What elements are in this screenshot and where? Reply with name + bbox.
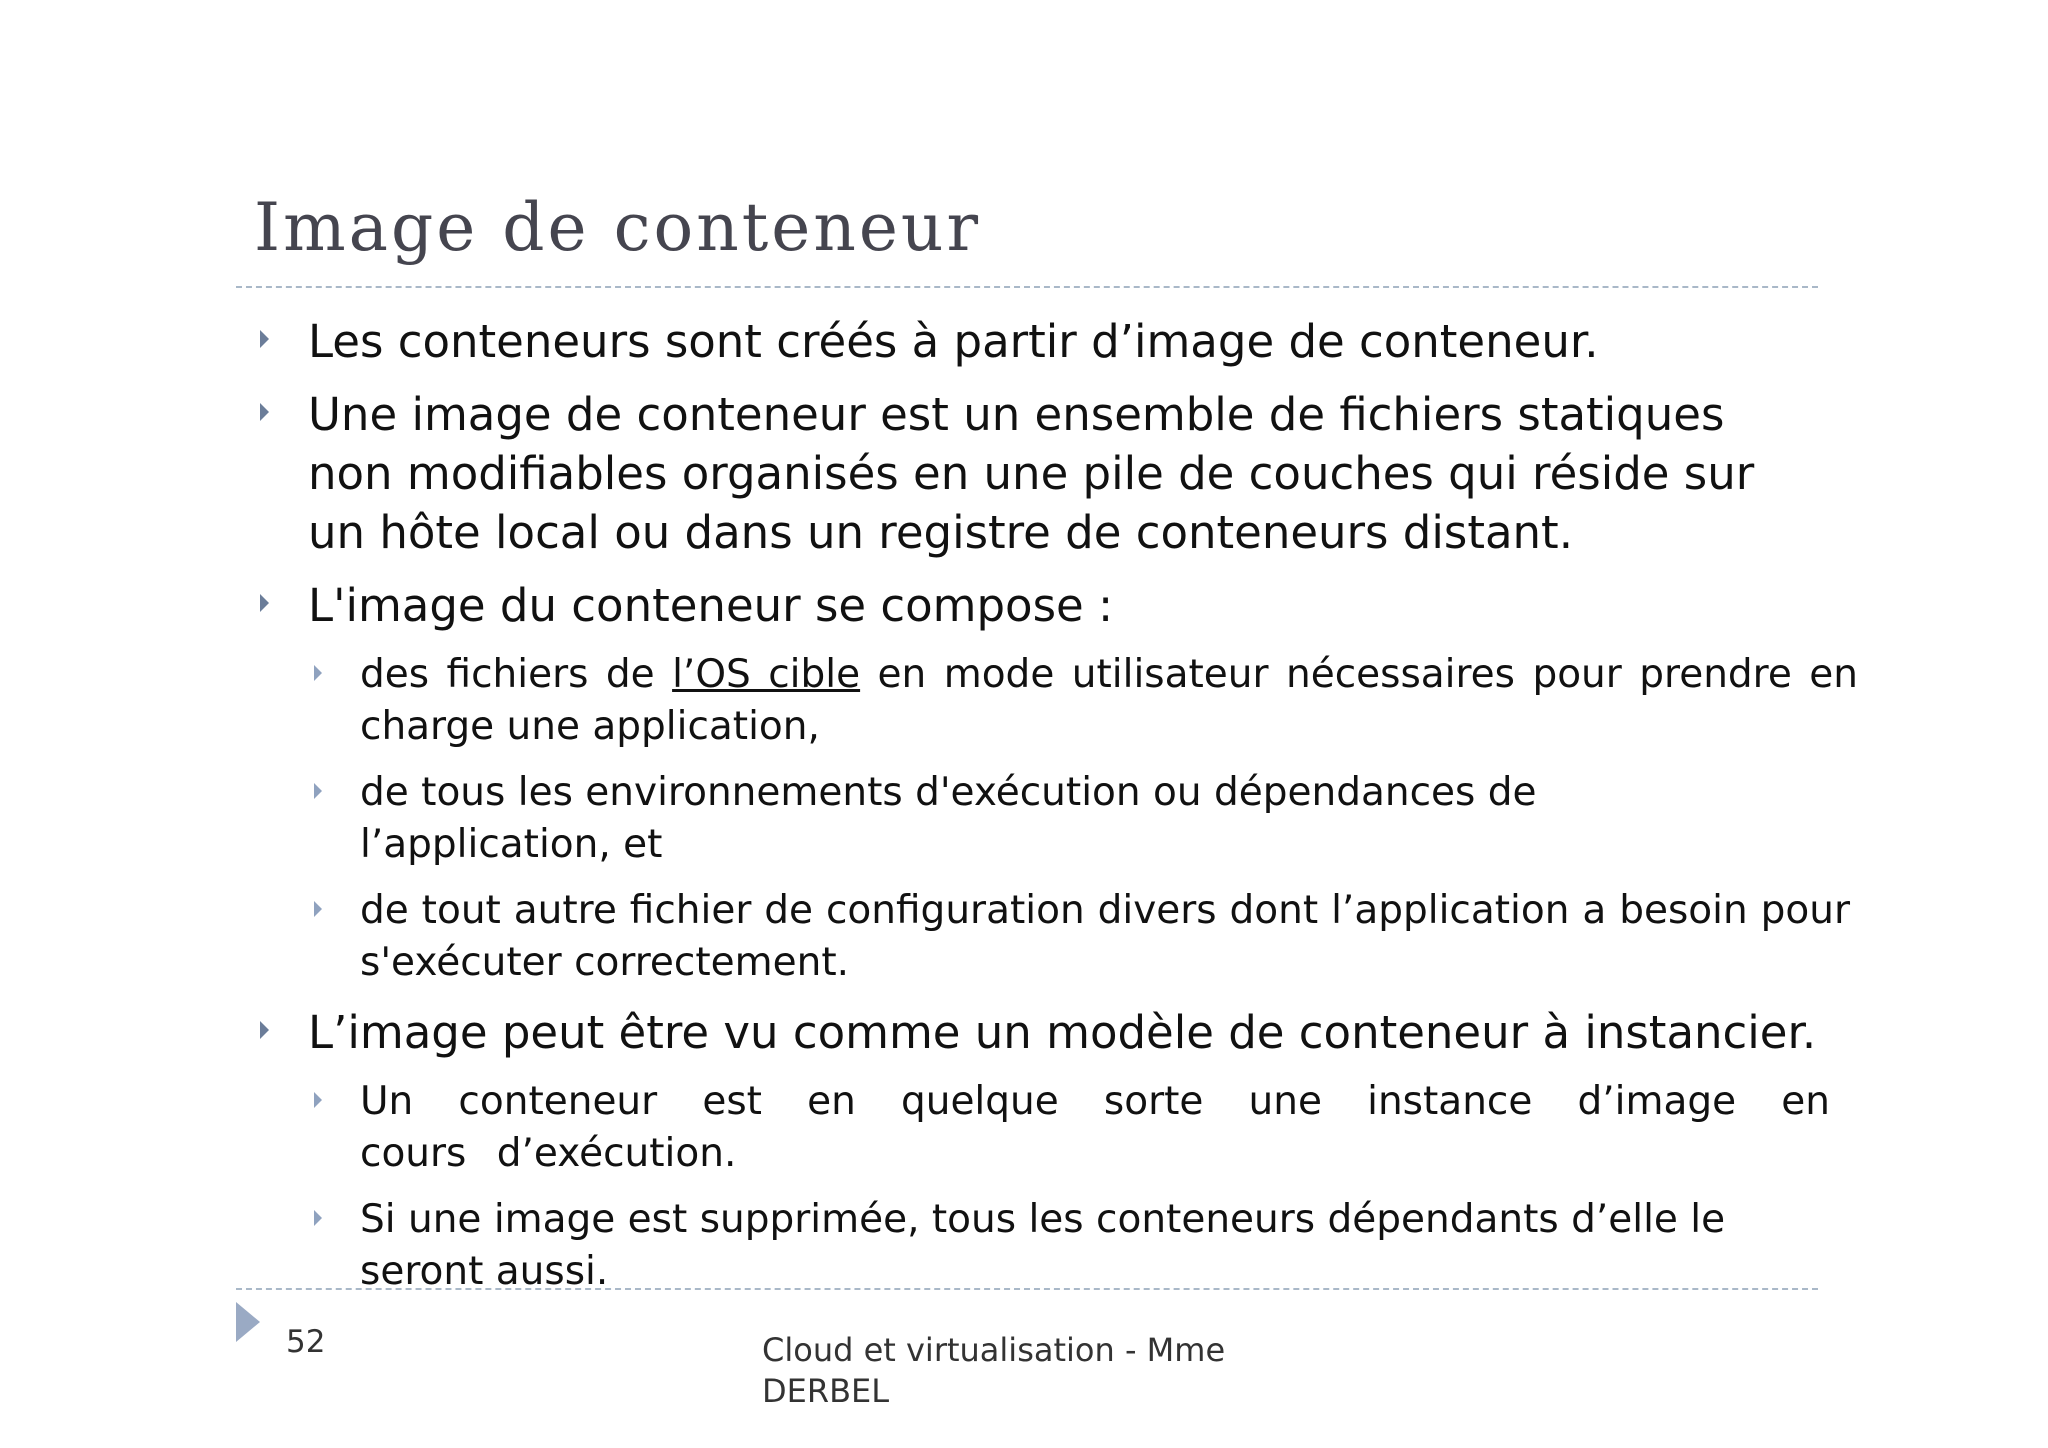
sub-bullet-text: de tout autre fichier de configuration divers dont l’application a besoin pour s'exécuter correctement. — [360, 888, 1850, 985]
sub-bullet-text-part: en mode utilisateur nécessaires pour prendre en charge une application, — [360, 652, 1858, 749]
bullet-list — [258, 312, 1858, 1312]
sub-bullet-arrow-icon — [314, 783, 322, 799]
sub-bullet-text: de tous les environnements d'exécution ou dépendances de l’application, et — [360, 770, 1537, 867]
title-divider — [236, 286, 1818, 288]
bullet-text: L’image peut être vu comme un modèle de conteneur à instancier. — [308, 1006, 1817, 1059]
sub-bullet-arrow-icon — [314, 1092, 322, 1108]
sub-bullet-item — [258, 767, 1858, 871]
sub-bullet-item — [258, 649, 1858, 753]
sub-bullet-arrow-icon — [314, 1210, 322, 1226]
sub-bullet-text — [360, 649, 1858, 753]
bullet-arrow-icon — [260, 330, 269, 348]
bullet-arrow-icon — [260, 403, 269, 421]
sub-bullet-arrow-icon — [314, 665, 322, 681]
sub-bullet-text-part: des fichiers de — [360, 652, 673, 697]
underlined-term: l’OS cible — [672, 652, 861, 697]
slide-title: Image de conteneur — [254, 189, 981, 266]
bullet-item — [258, 385, 1858, 562]
sub-bullet-text: Si une image est supprimée, tous les conteneurs dépendants d’elle le seront aussi. — [360, 1197, 1726, 1294]
bullet-text: L'image du conteneur se compose : — [308, 579, 1114, 632]
sub-bullet-arrow-icon — [314, 901, 322, 917]
bullet-arrow-icon — [260, 594, 269, 612]
bullet-text: Une image de conteneur est un ensemble de fichiers statiques non modifiables organisés en une pile de couches qui réside sur un hôte local ou dans un registre de conteneurs distant. — [308, 388, 1755, 559]
bullet-item — [258, 1003, 1858, 1062]
bullet-arrow-icon — [260, 1021, 269, 1039]
sub-bullet-text: Un conteneur est en quelque sorte une instance d’image en cours d’exécution. — [360, 1079, 1830, 1176]
footer-text: Cloud et virtualisation - Mme DERBEL — [762, 1331, 1226, 1410]
bullet-item — [258, 312, 1858, 371]
footer-arrow-icon — [236, 1302, 260, 1342]
sub-bullet-item — [258, 1194, 1858, 1298]
bullet-text: Les conteneurs sont créés à partir d’image de conteneur. — [308, 315, 1599, 368]
page-number: 52 — [286, 1324, 326, 1360]
sub-bullet-item — [258, 885, 1858, 989]
footer-divider — [236, 1288, 1818, 1290]
bullet-item — [258, 576, 1858, 635]
sub-bullet-item — [258, 1076, 1858, 1180]
